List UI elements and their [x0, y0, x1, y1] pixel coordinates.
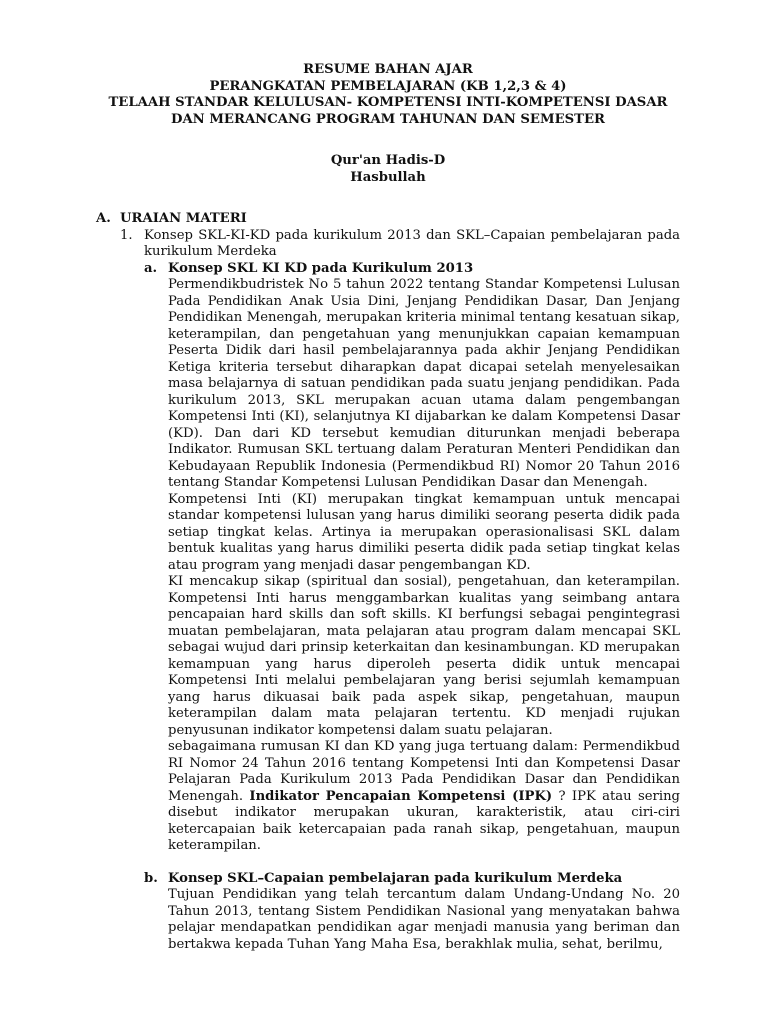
- paragraph-ki: Kompetensi Inti (KI) merupakan tingkat kemampuan untuk mencapai standar kompetensi lulusan yang harus dimiliki seorang peserta didik pada setiap tingkat kelas. Artinya ia merupakan operasionalisasi SKL dalam bentuk kualitas yang harus dimiliki peserta didik pada setiap tingkat kelas atau program yang menjadi dasar pengembangan KD.: [168, 491, 680, 573]
- list-item-1: [120, 228, 680, 261]
- subsection-b-label: b.: [144, 870, 158, 886]
- author-name: Hasbullah: [350, 169, 426, 185]
- subsection-a-body: [168, 277, 680, 855]
- subsection-b-body: [168, 887, 680, 953]
- section-letter: A.: [96, 211, 111, 226]
- list-item-number: 1.: [120, 227, 133, 243]
- title-line-1: RESUME BAHAN AJAR: [303, 62, 473, 77]
- subsection-a-label: a.: [144, 260, 158, 276]
- list-item-text: Konsep SKL-KI-KD pada kurikulum 2013 dan SKL–Capaian pembelajaran pada kurikulum Merdeka: [144, 227, 680, 259]
- paragraph-ipk-end: ? IPK atau sering disebut indikator merupakan ukuran, karakteristik, atau ciri-ciri ketercapaian baik ketercapaian pada ranah sikap, pengetahuan, maupun keterampilan.: [168, 788, 680, 853]
- section-heading: [96, 211, 680, 228]
- section-title: URAIAN MATERI: [120, 211, 247, 226]
- paragraph-ipk-start: sebagaimana rumusan KI dan KD yang juga tertuang dalam: Permendikbud RI Nomor 24 Tahun 2016 tentang Kompetensi Inti dan Kompetensi Dasar Pelajaran Pada Kurikulum 2013 Pada Pendidikan Dasar dan Pendidikan Menengah.: [168, 739, 680, 804]
- title-line-3: TELAAH STANDAR KELULUSAN- KOMPETENSI INTI-KOMPETENSI DASAR: [108, 95, 668, 110]
- paragraph-tujuan: Tujuan Pendidikan yang telah tercantum dalam Undang-Undang No. 20 Tahun 2013, tentang Sistem Pendidikan Nasional yang menyatakan bahwa pelajar mendapatkan pendidikan agar menjadi manusia yang beriman dan bertakwa kepada Tuhan Yang Maha Esa, berakhlak mulia, sehat, berilmu,: [168, 887, 680, 952]
- subtitle: [96, 153, 680, 186]
- subject-name: Qur'an Hadis-D: [330, 153, 446, 168]
- title-line-4: DAN MERANCANG PROGRAM TAHUNAN DAN SEMESTER: [171, 111, 605, 127]
- ipk-term: Indikator Pencapaian Kompetensi (IPK): [249, 788, 553, 804]
- paragraph-ipk: [168, 739, 680, 855]
- subsection-b-heading: [144, 871, 680, 888]
- title-line-2: PERANGKATAN PEMBELAJARAN (KB 1,2,3 & 4): [209, 78, 567, 94]
- subsection-b-title: Konsep SKL–Capaian pembelajaran pada kurikulum Merdeka: [168, 870, 623, 886]
- paragraph-skl: Permendikbudristek No 5 tahun 2022 tentang Standar Kompetensi Lulusan Pada Pendidikan Anak Usia Dini, Jenjang Pendidikan Dasar, Dan Jenjang Pendidikan Menengah, merupakan kriteria minimal tentang kesatuan sikap, keterampilan, dan pengetahuan yang menunjukkan capaian kemampuan Peserta Didik dari hasil pembelajarannya pada akhir Jenjang Pendidikan Ketiga kriteria tersebut diharapkan dapat dicapai setelah menyelesaikan masa belajarnya di satuan pendidikan pada suatu jenjang pendidikan. Pada kurikulum 2013, SKL merupakan acuan utama dalam pengembangan Kompetensi Inti (KI), selanjutnya KI dijabarkan ke dalam Kompetensi Dasar (KD). Dan dari KD tersebut kemudian diturunkan menjadi beberapa Indikator. Rumusan SKL tertuang dalam Peraturan Menteri Pendidikan dan Kebudayaan Republik Indonesia (Permendikbud RI) Nomor 20 Tahun 2016 tentang Standar Kompetensi Lulusan Pendidikan Dasar dan Menengah.: [168, 277, 680, 490]
- document-title: [96, 62, 680, 128]
- paragraph-ki-kd: KI mencakup sikap (spiritual dan sosial), pengetahuan, dan keterampilan. Kompetensi Inti harus menggambarkan kualitas yang seimbang antara pencapaian hard skills dan soft skills. KI berfungsi sebagai pengintegrasi muatan pembelajaran, mata pelajaran atau program dalam mencapai SKL sebagai wujud dari prinsip keterkaitan dan kesinambungan. KD merupakan kemampuan yang harus diperoleh peserta didik untuk mencapai Kompetensi Inti melalui pembelajaran yang berisi sejumlah kemampuan yang harus dikuasai baik pada aspek sikap, pengetahuan, maupun keterampilan dalam mata pelajaran tertentu. KD menjadi rujukan penyusunan indikator kompetensi dalam suatu pelajaran.: [168, 574, 680, 738]
- subsection-a-title: Konsep SKL KI KD pada Kurikulum 2013: [168, 260, 474, 276]
- subsection-a-heading: [144, 261, 680, 278]
